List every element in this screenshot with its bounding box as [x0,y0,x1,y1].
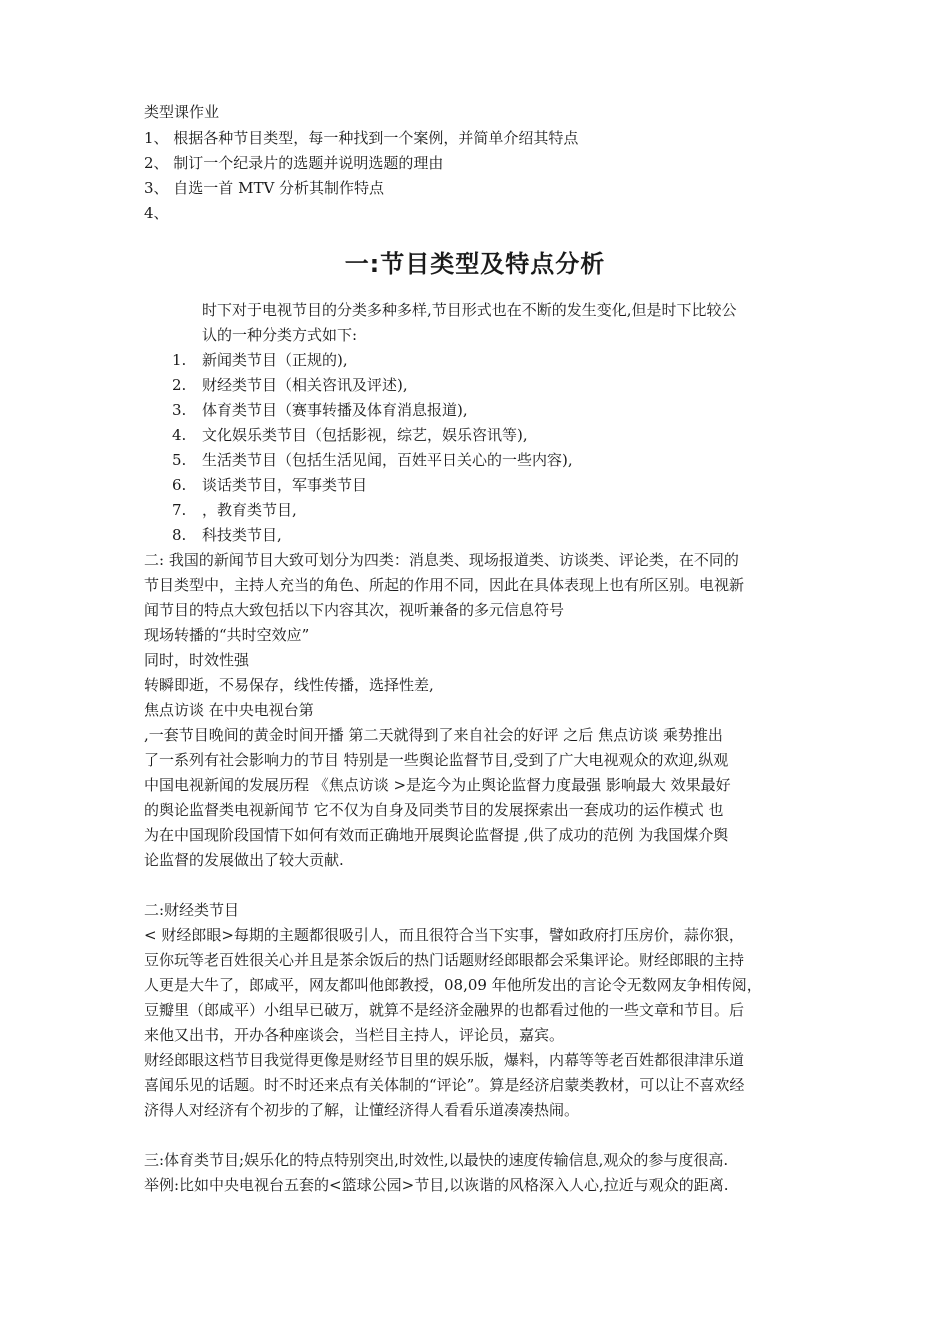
finance-paragraph-line: 济得人对经济有个初步的了解，让懂经济得人看看乐道凑凑热闹。 [144,1101,580,1119]
task-item-1: 1、 根据各种节目类型，每一种找到一个案例，并简单介绍其特点 [144,129,579,147]
news-paragraph-line: 中国电视新闻的发展历程 《焦点访谈 >是迄今为止舆论监督力度最强 影响最大 效果最好 [144,776,731,794]
category-text: 财经类节目（相关咨讯及评述), [202,376,408,394]
section-heading: 一:节目类型及特点分析 [344,250,606,278]
category-text: ，教育类节目, [202,501,297,519]
news-paragraph-line: 论监督的发展做出了较大贡献. [144,851,344,869]
news-paragraph-line: 闻节目的特点大致包括以下内容其次，视听兼备的多元信息符号 [144,601,565,619]
news-paragraph-line: 的舆论监督类电视新闻节 它不仅为自身及同类节目的发展探索出一套成功的运作模式 也 [144,801,724,819]
category-number: 6. [172,476,187,494]
category-text: 文化娱乐类节目（包括影视，综艺，娱乐咨讯等), [202,426,528,444]
category-text: 科技类节目, [202,526,282,544]
category-text: 谈话类节目，军事类节目 [202,476,368,494]
finance-paragraph-line: 人更是大牛了，郎咸平，网友都叫他郎教授，08,09 年他所发出的言论令无数网友争相传阅， [144,976,762,994]
category-number: 3. [172,401,187,419]
finance-paragraph-line: 豆瓣里（郎咸平）小组早已破万，就算不是经济金融界的也都看过他的一些文章和节目。后 [144,1001,745,1019]
news-paragraph-line: 焦点访谈 在中央电视台第 [144,701,314,719]
category-number: 2. [172,376,187,394]
finance-paragraph-line: 喜闻乐见的话题。时不时还来点有关体制的“评论”。算是经济启蒙类教材，可以让不喜欢经 [144,1076,745,1094]
intro-line: 时下对于电视节目的分类多种多样,节目形式也在不断的发生变化,但是时下比较公 [202,301,737,319]
news-paragraph-line: ,一套节目晚间的黄金时间开播 第二天就得到了来自社会的好评 之后 焦点访谈 乘势推出 [144,726,723,744]
finance-paragraph-line: < 财经郎眼>每期的主题都很吸引人，而且很符合当下实事，譬如政府打压房价，蒜你狠， [144,926,744,944]
sports-example: 举例:比如中央电视台五套的<篮球公园>节目,以诙谐的风格深入人心,拉近与观众的距离. [144,1176,729,1194]
news-paragraph-line: 同时，时效性强 [144,651,250,669]
category-number: 7. [172,501,187,519]
task-item-2: 2、 制订一个纪录片的选题并说明选题的理由 [144,154,444,172]
sports-heading: 三:体育类节目;娱乐化的特点特别突出,时效性,以最快的速度传输信息,观众的参与度很高. [144,1151,729,1169]
category-number: 1. [172,351,187,369]
category-text: 体育类节目（赛事转播及体育消息报道), [202,401,468,419]
news-paragraph-line: 为在中国现阶段国情下如何有效而正确地开展舆论监督提 ,供了成功的范例 为我国煤介舆 [144,826,729,844]
news-paragraph-line: 了一系列有社会影响力的节目 特别是一些舆论监督节目,受到了广大电视观众的欢迎,纵观 [144,751,729,769]
finance-paragraph-line: 财经郎眼这档节目我觉得更像是财经节目里的娱乐版，爆料，内幕等等老百姓都很津津乐道 [144,1051,745,1069]
news-paragraph-line: 现场转播的“共时空效应” [144,626,310,644]
finance-paragraph-line: 来他又出书，开办各种座谈会，当栏目主持人，评论员，嘉宾。 [144,1026,565,1044]
category-number: 8. [172,526,187,544]
assignment-title: 类型课作业 [144,103,220,121]
category-text: 生活类节目（包括生活见闻，百姓平日关心的一些内容), [202,451,573,469]
category-number: 4. [172,426,187,444]
intro-line: 认的一种分类方式如下: [202,326,358,344]
task-item-4: 4、 [144,204,169,222]
task-item-3: 3、 自选一首 MTV 分析其制作特点 [144,179,385,197]
news-paragraph-line: 转瞬即逝，不易保存，线性传播，选择性差, [144,676,434,694]
news-paragraph-line: 节目类型中，主持人充当的角色、所起的作用不同，因此在具体表现上也有所区别。电视新 [144,576,745,594]
category-number: 5. [172,451,187,469]
finance-paragraph-line: 豆你玩等老百姓很关心并且是茶余饭后的热门话题财经郎眼都会采集评论。财经郎眼的主持 [144,951,745,969]
news-paragraph-line: 二: 我国的新闻节目大致可划分为四类：消息类、现场报道类、访谈类、评论类，在不同的 [144,551,739,569]
category-text: 新闻类节目（正规的), [202,351,348,369]
finance-heading: 二:财经类节目 [144,901,240,919]
